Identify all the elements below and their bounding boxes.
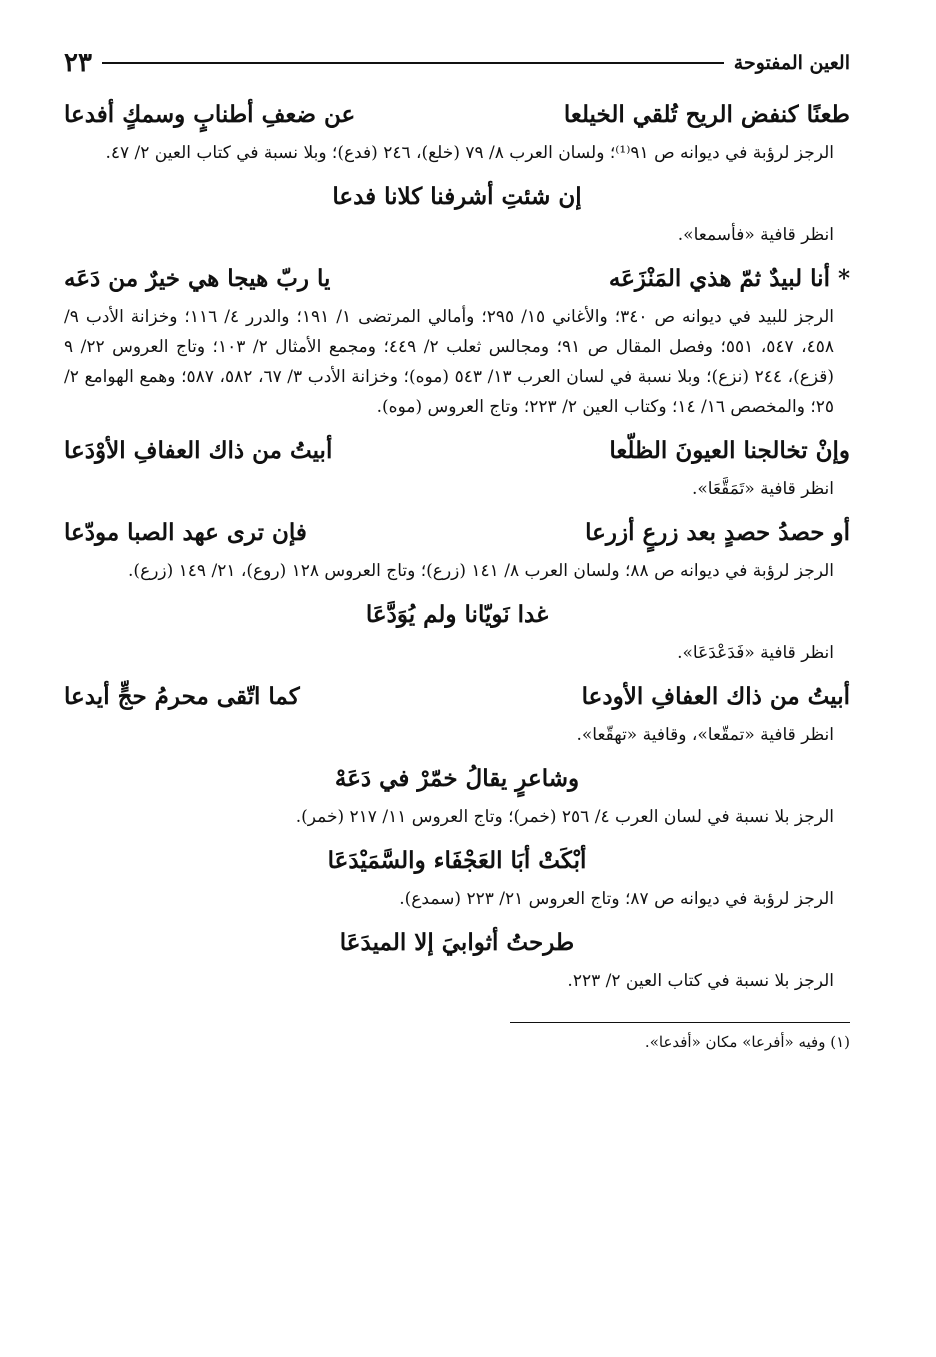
verse-single: وشاعرٍ يقالُ خمّرْ في دَعَهْ xyxy=(334,765,580,792)
verse-single: أبْكَتْ أبَا العَجْفَاء والسَّمَيْدَعَا xyxy=(327,847,587,874)
source-note: الرجز لرؤبة في ديوانه ص ٨٨؛ ولسان العرب ٨/ ١٤١ (زرع)؛ وتاج العروس ١٢٨ (روع)، ٢١/ ١٤٩ (زرع). xyxy=(128,561,834,581)
source-note: انظر قافية «فأسمعا». xyxy=(677,225,834,245)
source-note: الرجز لرؤبة في ديوانه ص ٨٧؛ وتاج العروس ٢١/ ٢٢٣ (سمدع). xyxy=(399,889,834,909)
source-note: انظر قافية «تمقّعا»، وقافية «تهقّعا». xyxy=(576,725,834,745)
running-title: العين المفتوحة xyxy=(733,52,850,74)
verse-first-hemistich: طعنًا كنفض الريح تُلقي الخيلعا xyxy=(563,101,850,128)
verse-first-hemistich: وإنْ تخالجنا العيونَ الظلّعا xyxy=(609,437,850,464)
verse-first-hemistich: أو حصدُ حصدٍ بعد زرعٍ أزرعا xyxy=(585,519,850,546)
content xyxy=(64,92,850,996)
source-note: الرجز لرؤبة في ديوانه ص ٩١⁽¹⁾؛ ولسان العرب ٨/ ٧٩ (خلع)، ٢٤٦ (فدع)؛ وبلا نسبة في كتاب العين ٢/ ٤٧. xyxy=(105,143,834,163)
page-number: ٢٣ xyxy=(64,48,92,78)
footnote-divider xyxy=(510,1022,850,1023)
verse-first-hemistich: أبيتُ من ذاك العفافِ الأودعا xyxy=(581,683,850,710)
source-note: الرجز بلا نسبة في لسان العرب ٤/ ٢٥٦ (خمر)؛ وتاج العروس ١١/ ٢١٧ (خمر). xyxy=(295,807,834,827)
verse-single: غدا نَويّانا ولم يُوَدَّعَا xyxy=(365,601,549,628)
footnote: (١) وفيه «أفرعا» مكان «أفدعا». xyxy=(644,1033,850,1051)
verse-line xyxy=(64,428,850,474)
verse-second-hemistich: كما اتّقى محرمُ حجٍّ أيدعا xyxy=(64,683,300,710)
verse-line xyxy=(64,256,850,302)
source-note: الرجز بلا نسبة في كتاب العين ٢/ ٢٢٣. xyxy=(567,971,834,991)
verse-second-hemistich: أبيتُ من ذاك العفافِ الأوْدَعا xyxy=(64,437,333,464)
verse-single: طرحتُ أثوابيَ إلا الميدَعَا xyxy=(339,929,575,956)
verse-second-hemistich: يا ربّ هيجا هي خيرٌ من دَعَه xyxy=(64,265,331,292)
header-rule xyxy=(102,62,724,64)
verse-line xyxy=(64,510,850,556)
verse-first-hemistich: * أنا لبيدٌ ثمّ هذي المَنْزَعَه xyxy=(608,265,850,292)
running-head xyxy=(64,48,850,78)
source-note: انظر قافية «فَدَعْدَعَا». xyxy=(677,643,834,663)
verse-second-hemistich: عن ضعفِ أطنابٍ وسمكٍ أفدعا xyxy=(64,101,356,128)
verse-single: إن شئتِ أشرفنا كلانا فدعا xyxy=(332,183,582,210)
verse-line xyxy=(64,674,850,720)
source-note: الرجز للبيد في ديوانه ص ٣٤٠؛ والأغاني ١٥/ ٢٩٥؛ وأمالي المرتضى ١/ ١٩١؛ والدرر ٤/ ١١٦؛ وخزانة الأدب ٩/ ٤٥٨، ٥٤٧، ٥٥١؛ وفصل المقال ص ٩١؛ ومجالس ثعلب ٢/ ٤٤٩؛ ومجمع الأمثال ٢/ ١٠٣؛ وتاج العروس ٢٢/ ٩ (قزع)، ٢٤٤ (نزع)؛ وبلا نسبة في لسان العرب ١٣/ ٥٤٣ (موه)؛ وخزانة الأدب ٣/ ٦٧، ٥٨٢، ٥٨٧؛ وهمع الهوامع ٢/ ٢٥؛ والمخصص ١٦/ ١٤؛ وكتاب العين ٢/ ٢٢٣؛ وتاج العروس (موه). xyxy=(64,307,835,417)
verse-line xyxy=(64,92,850,138)
source-note: انظر قافية «تَمَقَّعَا». xyxy=(691,479,834,499)
verse-second-hemistich: فإن ترى عهد الصبا مودّعا xyxy=(64,519,307,546)
